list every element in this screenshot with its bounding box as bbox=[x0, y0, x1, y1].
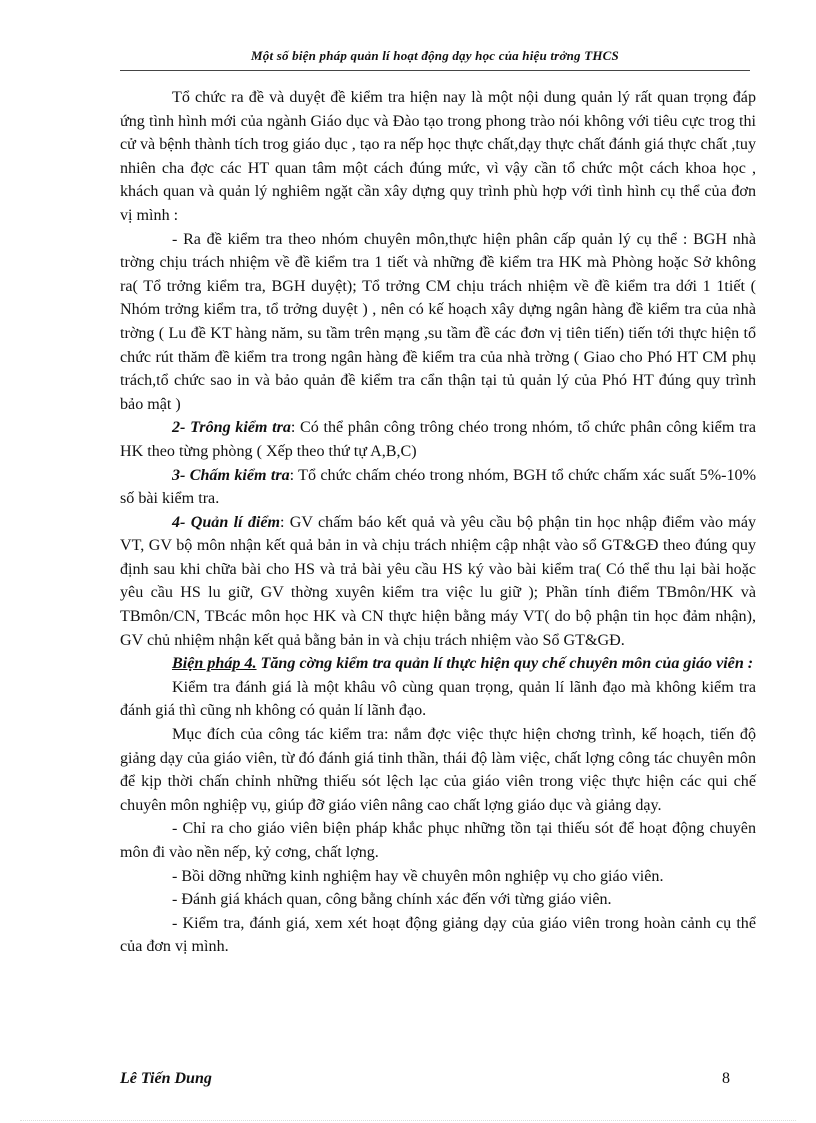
list-item-training: - Bồi dỡng những kinh nghiệm hay về chuyên môn nghiệp vụ cho giáo viên. bbox=[172, 867, 664, 885]
paragraph-assessment-importance: Kiểm tra đánh giá là một khâu vô cùng quan trọng, quản lí lãnh đạo mà không kiểm tra đánh giá thì cũng nh không có quản lí lãnh đạo. bbox=[120, 678, 756, 720]
section-label-invigilation: 2- Trông kiểm tra bbox=[172, 419, 291, 437]
header-rule bbox=[120, 70, 750, 71]
list-item-remediation: - Chỉ ra cho giáo viên biện pháp khắc phục những tồn tại thiếu sót để hoạt động chuyên môn đi vào nền nếp, kỷ cơng, chất lợng. bbox=[120, 820, 756, 861]
section-text-marking: : Tổ chức chấm chéo trong nhóm, BGH tổ chức chấm xác suất 5%-10% số bài kiểm tra. bbox=[120, 466, 756, 508]
page-bottom-dotted-rule bbox=[20, 1120, 796, 1121]
paragraph-score-management bbox=[120, 511, 756, 653]
paragraph-inspection-purpose: Mục đích của công tác kiểm tra: nắm đợc việc thực hiện chơng trình, kế hoạch, tiến độ giảng dạy của giáo viên, từ đó đánh giá tinh thần, thái độ làm việc, chất lợng công tác chuyên môn để kịp thời chấn chỉnh những thiếu sót lệch lạc của giáo viên trong việc thực hiện các qui chế chuyên môn nghiệp vụ, giúp đỡ giáo viên nâng cao chất lợng giáo dục và giảng dạy. bbox=[120, 726, 756, 814]
section-heading-measure-4 bbox=[120, 652, 756, 676]
paragraph-intro: Tổ chức ra đề và duyệt đề kiểm tra hiện nay là một nội dung quản lý rất quan trọng đáp ứng tình hình mới của ngành Giáo dục và Đào tạo trong phong trào nói không với tiêu cực trog thi cử và bệnh thành tích trog giáo dục , tạo ra nếp học thực chất,dạy thực chất đánh giá thực chất ,tuy nhiên cha đợc các HT quan tâm một cách đúng mức, vì vậy cần tổ chức một cách khoa học , khách quan và quản lý nghiêm ngặt cần xây dựng quy trình phù hợp với tình hình cụ thể của đơn vị mình : bbox=[120, 89, 756, 224]
footer-author: Lê Tiến Dung bbox=[120, 1070, 212, 1087]
measure-4-title: Tăng cờng kiểm tra quản lí thực hiện quy chế chuyên môn của giáo viên : bbox=[256, 655, 754, 673]
list-item-objective-evaluation: - Đánh giá khách quan, công bằng chính xác đến với từng giáo viên. bbox=[172, 891, 612, 909]
paragraph-exam-marking bbox=[120, 464, 756, 511]
section-text-scores: : GV chấm báo kết quả và yêu cầu bộ phận tin học nhập điểm vào máy VT, GV bộ môn nhận kết quả bản in và chịu trách nhiệm cập nhật vào sổ GT&GĐ theo đúng quy định sau khi chữa bài cho HS và trả bài yêu cầu HS ký vào bài kiểm tra( Có thể thu lại bài hoặc yêu cầu HS lu giữ, GV thờng xuyên kiểm tra việc lu giữ ); Phần tính điểm TBmôn/HK và TBmôn/CN, TBcác môn học HK và CN thực hiện bằng máy VT( do bộ phận tin học đảm nhận), GV chủ nhiệm nhận kết quả bằng bản in và chịu trách nhiệm vào Sổ GT&GĐ. bbox=[120, 513, 757, 649]
paragraph-exam-invigilation bbox=[120, 416, 756, 463]
section-label-scores: 4- Quản lí điểm bbox=[172, 513, 281, 531]
list-item-contextual-review: - Kiểm tra, đánh giá, xem xét hoạt động giảng dạy của giáo viên trong hoàn cảnh cụ thể của đơn vị mình. bbox=[120, 914, 756, 956]
document-body bbox=[120, 86, 756, 959]
section-label-marking: 3- Chấm kiểm tra bbox=[172, 466, 290, 484]
measure-4-label: Biện pháp 4. bbox=[172, 655, 257, 673]
paragraph-exam-setting: - Ra đề kiểm tra theo nhóm chuyên môn,thực hiện phân cấp quản lý cụ thể : BGH nhà trờng chịu trách nhiệm về đề kiểm tra 1 tiết và những đề kiểm tra HK mà Phòng hoặc Sở không ra( Tổ trởng kiểm tra, BGH duyệt); Tổ trởng CM chịu trách nhiệm về đề kiểm tra dới 1 1tiết ( Nhóm trởng kiểm tra, tổ trởng duyệt ) , nên có kế hoạch xây dựng ngân hàng đề kiểm tra của nhà trờng ( Lu đề KT hàng năm, su tầm trên mạng ,su tầm đề các đơn vị tiên tiến) tiến tới thực hiện tổ chức rút thăm đề kiểm tra trong ngân hàng đề kiểm tra của nhà trờng ( Giao cho Phó HT CM phụ trách,tổ chức sao in và bảo quản đề kiểm tra cẩn thận tại tủ quản lý của Phó HT đúng quy trình bảo mật ) bbox=[120, 230, 756, 413]
page-number: 8 bbox=[722, 1070, 730, 1087]
running-header: Một số biện pháp quản lí hoạt động dạy học của hiệu trởng THCS bbox=[251, 48, 619, 63]
section-text-invigilation: : Có thể phân công trông chéo trong nhóm, tổ chức phân công kiểm tra HK theo từng phòng ( Xếp theo thứ tự A,B,C) bbox=[120, 419, 756, 460]
